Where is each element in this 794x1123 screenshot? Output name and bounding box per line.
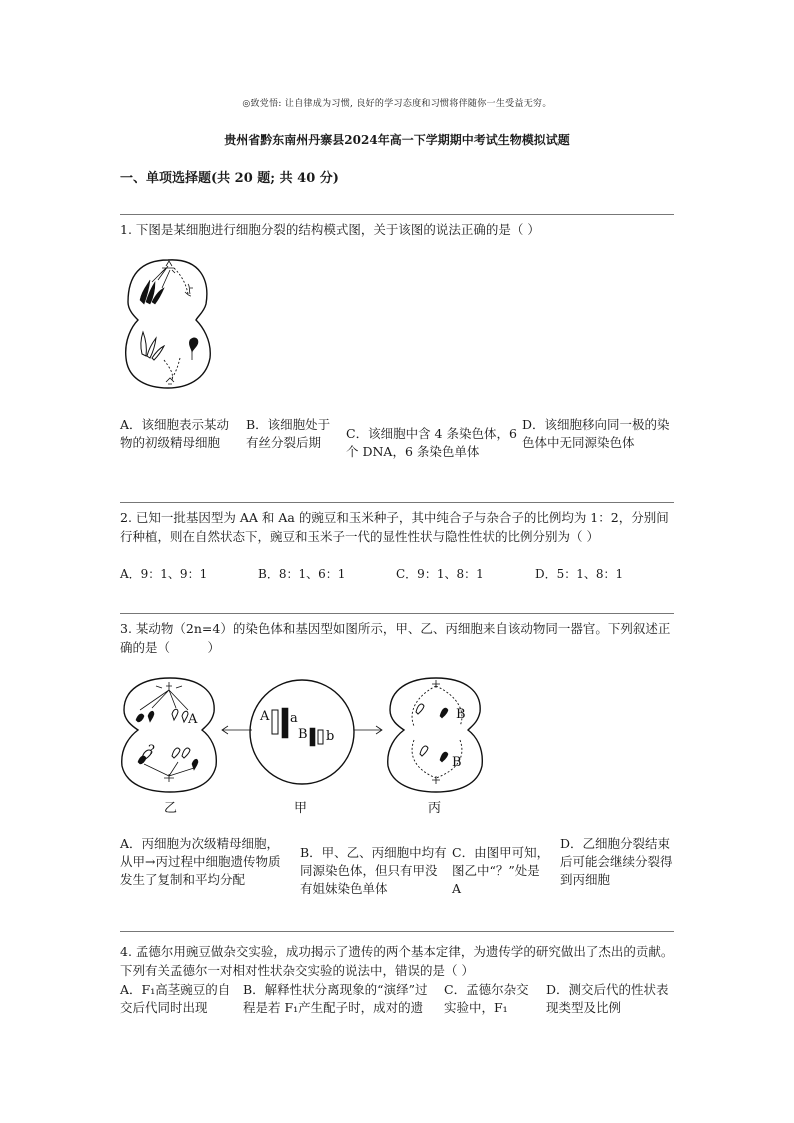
page-title: 贵州省黔东南州丹寨县2024年高一下学期期中考试生物模拟试题: [224, 133, 570, 147]
question-1-stem: 1. 下图是某细胞进行细胞分裂的结构模式图，关于该图的说法正确的是（ ）: [120, 222, 540, 237]
divider: [120, 613, 674, 614]
q3-option-d[interactable]: D．乙细胞分裂结束后可能会继续分裂得到丙细胞: [560, 836, 673, 887]
label-question: ?: [148, 743, 155, 758]
section-heading: 一、单项选择题(共 20 题; 共 40 分): [120, 171, 339, 186]
q1-option-b[interactable]: B．该细胞处于有丝分裂后期: [246, 417, 331, 450]
label-A: A: [188, 712, 198, 727]
label-b: b: [326, 729, 335, 744]
label-B: B: [452, 755, 462, 770]
motto-line: ◎致党悟: 让自律成为习惯, 良好的学习态度和习惯将伴随你一生受益无穷。: [242, 99, 552, 109]
q2-option-b[interactable]: B．8：1、6：1: [258, 567, 346, 581]
q3-option-c[interactable]: C．由图甲可知，图乙中“？”处是 A: [452, 845, 553, 896]
q3-cell-diagrams: [118, 672, 490, 822]
q4-option-a[interactable]: A．F₁高茎豌豆的自交后代同时出现: [120, 982, 231, 1015]
arrow-left: [222, 726, 252, 734]
divider: [120, 931, 674, 932]
label-B: B: [298, 727, 308, 742]
q3-option-b[interactable]: B．甲、乙、丙细胞中均有同源染色体，但只有甲没有姐妹染色单体: [300, 845, 447, 896]
arrow-right: [354, 726, 382, 734]
cell-yi: [122, 678, 217, 792]
q2-option-a[interactable]: A．9：1、9：1: [120, 567, 208, 581]
question-3-stem: 3. 某动物（2n=4）的染色体和基因型如图所示，甲、乙、丙细胞来自该动物同一器官。下列叙述正确的是（ ）: [120, 621, 671, 655]
q1-option-a[interactable]: A．该细胞表示某动物的初级精母细胞: [120, 417, 230, 450]
label-yi: 乙: [164, 801, 178, 816]
q1-cell-diagram: [122, 254, 214, 394]
q4-option-c[interactable]: C．孟德尔杂交实验中，F₁: [444, 982, 529, 1015]
label-bing: 丙: [428, 801, 442, 816]
q4-option-b[interactable]: B．解释性状分离现象的“演绎”过程是若 F₁产生配子时，成对的遗: [243, 982, 428, 1015]
q1-option-c[interactable]: C．该细胞中含 4 条染色体，6 个 DNA，6 条染色单体: [346, 426, 517, 459]
label-jia: 甲: [294, 801, 308, 816]
q2-option-d[interactable]: D．5：1、8：1: [535, 567, 624, 581]
q4-option-d[interactable]: D．测交后代的性状表现类型及比例: [546, 982, 669, 1015]
cell-jia: [250, 680, 354, 784]
label-A: A: [260, 709, 270, 724]
question-4-stem: 4. 孟德尔用豌豆做杂交实验，成功揭示了遗传的两个基本定律，为遗传学的研究做出了杰出的贡献。下列有关孟德尔一对相对性状杂交实验的说法中，错误的是（ ）: [120, 944, 674, 978]
label-a: a: [290, 711, 298, 726]
divider: [120, 214, 674, 215]
q2-option-c[interactable]: C．9：1、8：1: [396, 567, 484, 581]
chromosome-white: [141, 332, 164, 360]
divider: [120, 502, 674, 503]
question-2-stem: 2. 已知一批基因型为 AA 和 Aa 的豌豆和玉米种子，其中纯合子与杂合子的比例均为 1：2，分别间行种植，则在自然状态下，豌豆和玉米子一代的显性性状与隐性性状的比例分别为（ ）: [120, 510, 669, 544]
label-B: B: [456, 707, 466, 722]
q1-option-d[interactable]: D．该细胞移向同一极的染色体中无同源染色体: [522, 417, 670, 450]
cell-bing: [388, 678, 483, 792]
chromosome-black: [140, 280, 164, 304]
q3-option-a[interactable]: A．丙细胞为次级精母细胞，从甲→丙过程中细胞遗传物质发生了复制和平均分配: [120, 836, 281, 887]
